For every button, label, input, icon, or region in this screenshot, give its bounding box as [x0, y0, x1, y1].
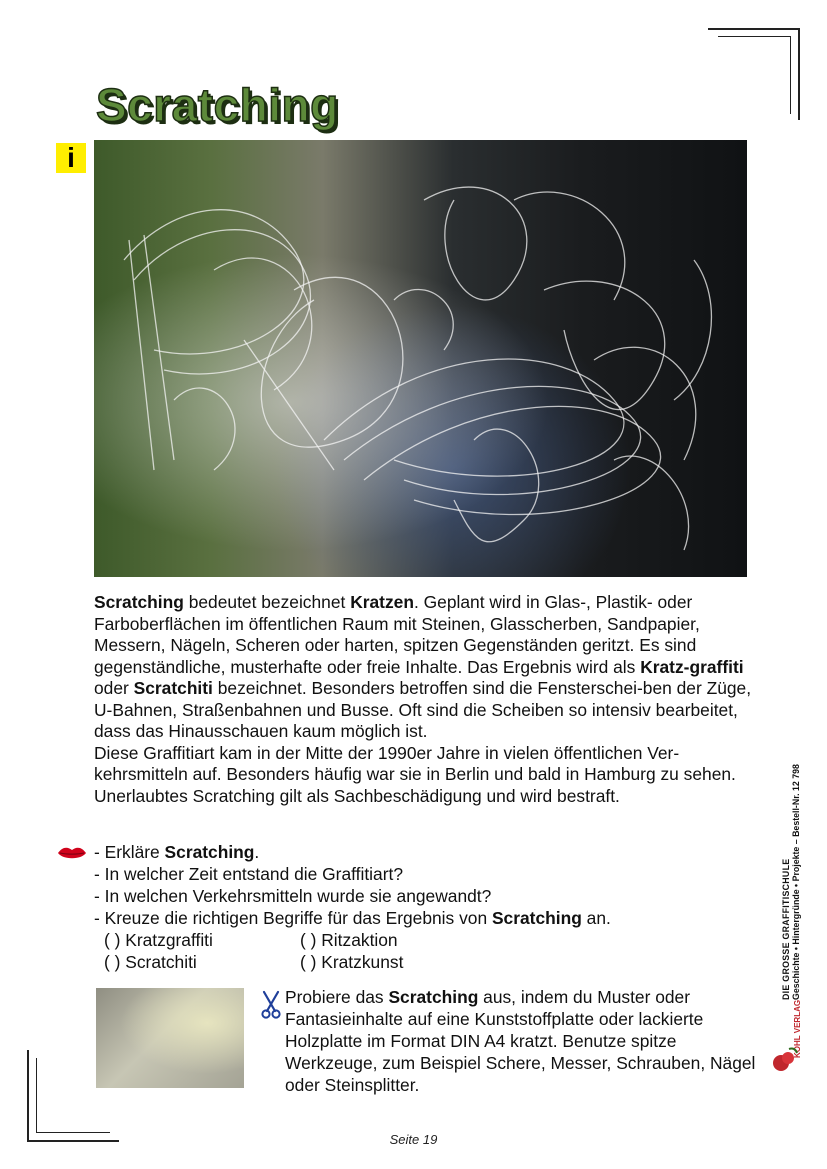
intro-run: bezeichnet. Besonders betroffen sind die Fensterschei-ben der Züge, U-Bahnen, Straßenbahnen und Busse. Oft sind die Scheiben so intensiv bearbeitet, dass das Hinausschauen kaum möglich ist.: [94, 678, 752, 741]
activity-text-run: Probiere das: [285, 987, 389, 1007]
corner-mark-top-inner: [718, 36, 790, 37]
corner-mark-top: [708, 28, 800, 30]
series-label: [781, 710, 801, 1000]
task-text: an.: [581, 908, 611, 928]
page-title: Scratching: [96, 79, 339, 131]
corner-mark-top-inner: [790, 36, 791, 114]
info-icon: i: [56, 143, 86, 173]
intro-paragraph-1: [94, 592, 754, 743]
task-bold: Scratching: [491, 908, 582, 928]
scratched-window-photo: [94, 140, 747, 577]
intro-run: oder: [94, 678, 134, 698]
corner-mark-bottom-inner: [36, 1058, 37, 1132]
task-item: [94, 907, 714, 929]
series-title: DIE GROSSE GRAFFITISCHULE: [781, 858, 791, 1000]
task-text: - Erkläre: [94, 842, 165, 862]
task-text: - Kreuze die richtigen Begriffe für das Ergebnis von: [94, 908, 492, 928]
scissors-icon: [261, 990, 281, 1020]
option-row: [94, 951, 714, 973]
checkbox-option[interactable]: ( ) Kratzkunst: [300, 952, 404, 972]
corner-mark-bottom: [27, 1050, 29, 1142]
task-item: [94, 841, 714, 863]
intro-run: Scratchiti: [133, 678, 213, 698]
task-bold: Scratching: [164, 842, 255, 862]
activity-text: [285, 986, 765, 1096]
intro-run: bedeutet bezeichnet: [183, 592, 351, 612]
intro-text: [94, 592, 754, 807]
intro-paragraph-2: Diese Graffitiart kam in der Mitte der 1990er Jahre in vielen öffentlichen Ver-kehrsmitteln auf. Besonders häufig war sie in Berlin und bald in Hamburg zu sehen.: [94, 742, 736, 784]
publisher-name: KOHL VERLAG: [793, 999, 802, 1058]
kohl-logo-icon: [771, 1045, 799, 1075]
scratch-marks: [94, 140, 747, 577]
task-item: - In welchen Verkehrsmitteln wurde sie angewandt?: [94, 886, 492, 906]
series-subtitle: Geschichte • Hintergründe • Projekte – Bestell-Nr. 12 798: [791, 764, 801, 1000]
task-item: - In welcher Zeit entstand die Graffitiart?: [94, 864, 403, 884]
option-row: [94, 929, 714, 951]
corner-mark-top: [798, 28, 800, 120]
intro-run: Kratzen: [350, 592, 414, 612]
intro-run: . Geplant wird in Glas-, Plastik- oder Farboberflächen im öffentlichen Raum mit Steinen, Glasscherben, Sandpapier, Messern, Nägeln, Scheren oder harten, spitzen Gegenständen geritzt. Es sind gegenständliche, musterhafte oder freie Inhalte. Das Ergebnis wird als: [94, 592, 700, 677]
activity-bold: Scratching: [388, 987, 479, 1007]
scratched-plate-photo: [96, 988, 244, 1088]
checkbox-option[interactable]: ( ) Scratchiti: [104, 952, 197, 972]
page-number: Seite 19: [389, 1132, 438, 1147]
checkbox-option[interactable]: ( ) Ritzaktion: [300, 930, 398, 950]
intro-paragraph-3: Unerlaubtes Scratching gilt als Sachbeschädigung und wird bestraft.: [94, 785, 620, 806]
task-list: [94, 841, 714, 973]
intro-run: Scratching: [94, 592, 184, 612]
checkbox-option[interactable]: ( ) Kratzgraffiti: [104, 930, 213, 950]
lips-icon: [57, 845, 87, 861]
task-text: .: [254, 842, 260, 862]
intro-run: Kratz-graffiti: [640, 656, 744, 677]
activity-text-run: aus, indem du Muster oder Fantasieinhalte auf eine Kunststoffplatte oder lackierte Holzplatte im Format DIN A4 kratzt. Benutze spitze Werkzeuge, zum Beispiel Schere, Messer, Schrauben, Nägel oder Steinsplitter.: [285, 987, 756, 1095]
